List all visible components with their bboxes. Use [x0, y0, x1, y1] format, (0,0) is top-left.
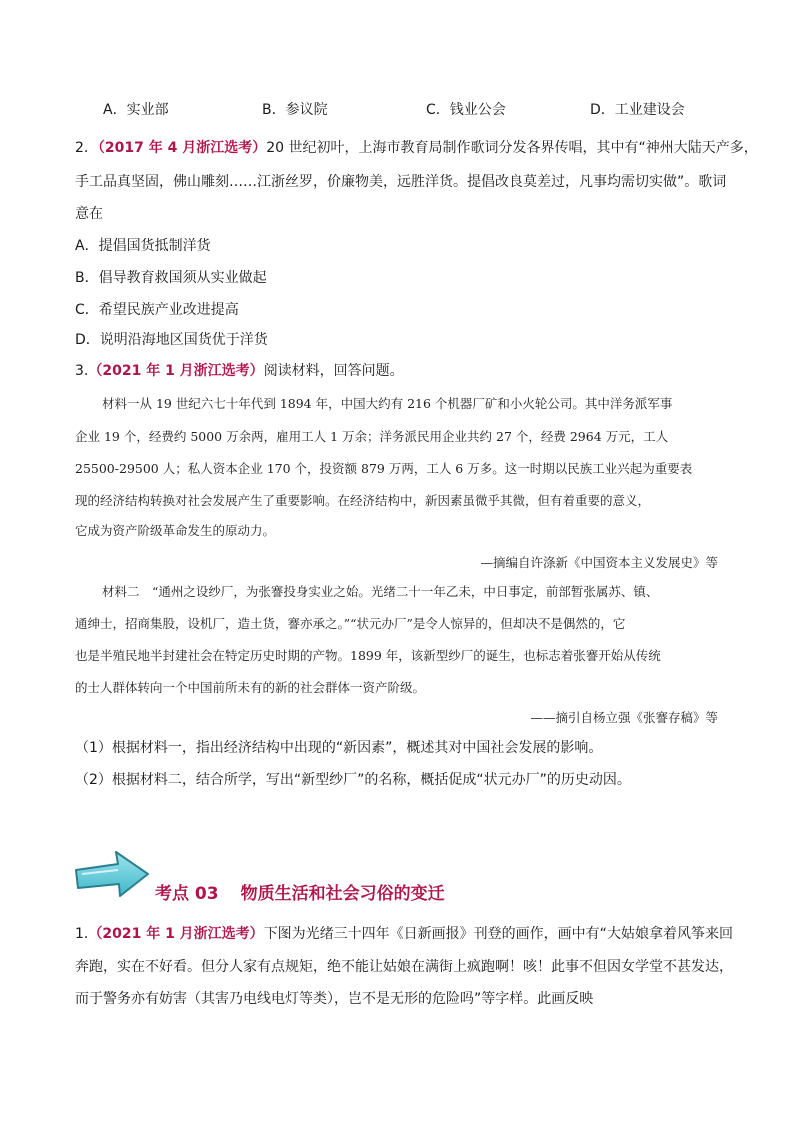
- section-title: 物质生活和社会习俗的变迁: [240, 884, 445, 904]
- q4-source: （2021 年 1 月浙江选考）: [88, 926, 264, 942]
- q2-stem-line2: 手工品真坚固，佛山雕刻……江浙丝罗，价廉物美，远胜洋货。提倡改良莫差过，凡事均需切实做”。歌词: [75, 174, 727, 190]
- q4-stem-line3: 而于警务亦有妨害（其害乃电线电灯等类），岂不是无形的危险吗”等字样。此画反映: [75, 991, 594, 1007]
- q4-number: 1.: [75, 926, 89, 942]
- q4-stem-line1: [75, 924, 733, 944]
- q3-material2-line: 的士人群体转向一个中国前所未有的新的社会群体一资产阶级。: [75, 680, 426, 695]
- q2-option-a: A．提倡国货抵制洋货: [75, 238, 211, 254]
- q3-material1-line: 企业 19 个，经费约 5000 万余两，雇用工人 1 万余；洋务派民用企业共约 27 个，经费 2964 万元，工人: [75, 429, 669, 444]
- q3-material2-line: 材料二 “通州之设纱厂，为张謇投身实业之始。光绪二十一年乙未，中日事定，前部暂张属苏、镇、: [102, 584, 659, 599]
- q2-option-d: D．说明沿海地区国货优于洋货: [75, 332, 268, 348]
- q3-material1-line: 材料一从 19 世纪六七十年代到 1894 年，中国大约有 216 个机器厂矿和小火轮公司。其中洋务派军事: [102, 396, 673, 411]
- q4-stem-line2: 奔跑，实在不好看。但分人家有点规矩，绝不能让姑娘在满街上疯跑啊！咳！此事不但因女学堂不甚发达，: [75, 959, 733, 975]
- q2-number: 2．: [75, 140, 98, 156]
- q3-stem: [75, 361, 404, 381]
- q2-option-c: C．希望民族产业改进提高: [75, 302, 239, 318]
- q1-option-c: C．钱业公会: [426, 102, 506, 118]
- q3-material1-line: 它成为资产阶级革命发生的原动力。: [75, 523, 276, 538]
- q1-option-b: B．参议院: [262, 102, 328, 118]
- q3-stem-text: 阅读材料，回答问题。: [263, 363, 404, 379]
- section-heading: [155, 882, 445, 906]
- q3-material1-citation: —摘编自许涤新《中国资本主义发展史》等: [480, 555, 718, 570]
- q2-stem-line1: [75, 138, 758, 158]
- q2-source: （2017 年 4 月浙江选考）: [97, 140, 267, 156]
- q3-material1-line: 25500-29500 人；私人资本企业 170 个，投资额 879 万两，工人 6 万多。这一时期以民族工业兴起为重要表: [75, 461, 693, 476]
- q1-option-d: D．工业建设会: [590, 102, 685, 118]
- q3-number: 3.: [75, 363, 89, 379]
- q2-stem-text: 20 世纪初叶，上海市教育局制作歌词分发各界传唱，其中有“神州大陆天产多，: [266, 140, 758, 156]
- section-label: 考点 03: [155, 884, 219, 904]
- q3-material2-line: 通绅士，招商集股，设机厂，造土货，謇亦承之。”“状元办厂”是令人惊异的，但却决不是偶然的，它: [75, 616, 626, 631]
- q2-stem-line3: 意在: [75, 206, 103, 222]
- q4-stem-text: 下图为光绪三十四年《日新画报》刊登的画作，画中有“大姑娘拿着风筝来回: [263, 926, 733, 942]
- q1-option-a: A．实业部: [103, 102, 169, 118]
- q3-source: （2021 年 1 月浙江选考）: [88, 363, 264, 379]
- q2-option-b: B．倡导教育救国须从实业做起: [75, 270, 267, 286]
- q3-subquestion-1: （1）根据材料一，指出经济结构中出现的“新因素”，概述其对中国社会发展的影响。: [75, 740, 603, 756]
- q3-material2-citation: ——摘引自杨立强《张謇存稿》等: [530, 710, 718, 725]
- q3-material2-line: 也是半殖民地半封建社会在特定历史时期的产物。1899 年，该新型纱厂的诞生，也标志着张謇开始从传统: [75, 648, 661, 663]
- q3-subquestion-2: （2）根据材料二，结合所学，写出“新型纱厂”的名称，概括促成“状元办厂”的历史动因。: [75, 772, 631, 788]
- q3-material1-line: 现的经济结构转换对社会发展产生了重要影响。在经济结构中，新因素虽微乎其微，但有着重要的意义，: [75, 493, 651, 508]
- arrow-right-icon: [72, 848, 152, 900]
